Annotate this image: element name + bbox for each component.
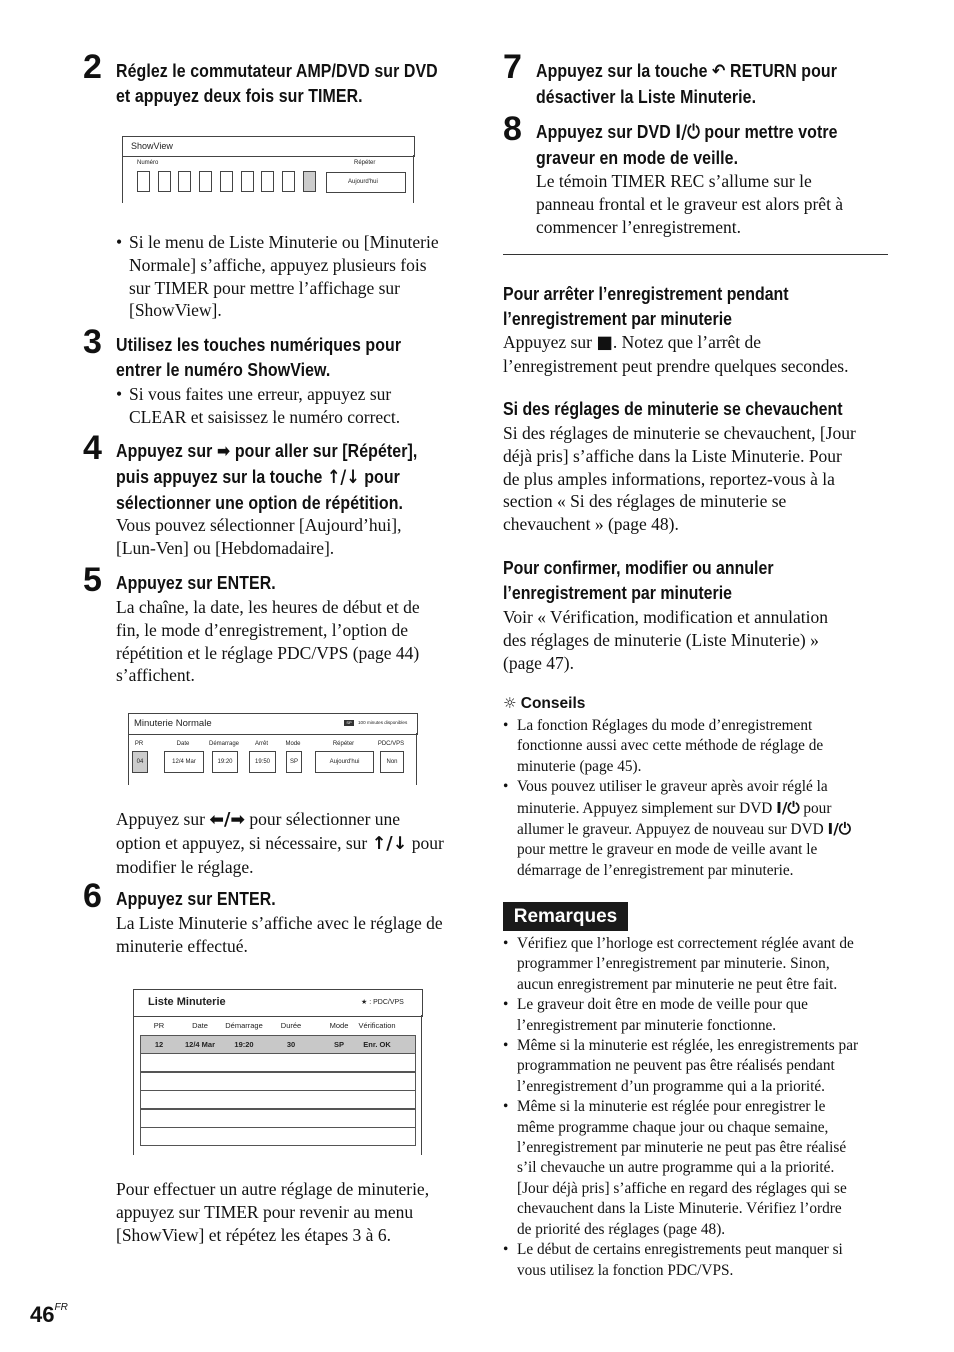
liste-header: Mode <box>329 1021 349 1030</box>
minuterie-header: PDC/VPS <box>377 741 405 747</box>
step5-heading: Appuyez sur ENTER. <box>116 572 276 593</box>
sec2-heading: Si des réglages de minuterie se chevauchent <box>503 398 843 419</box>
power-icon: I/⏻ <box>827 820 851 839</box>
step6-body: La Liste Minuterie s’affiche avec le réglage de minuterie effectué. <box>116 913 443 956</box>
liste-row-empty[interactable] <box>140 1127 416 1146</box>
digit-box[interactable] <box>261 171 274 192</box>
liste-row-empty[interactable] <box>140 1072 416 1091</box>
conseils-list <box>503 716 893 881</box>
minuterie-header: Mode <box>285 741 301 747</box>
step3-heading: Utilisez les touches numériques pour entrer le numéro ShowView. <box>116 334 402 380</box>
liste-cell: SP <box>333 1040 345 1049</box>
step8-body: Le témoin TIMER REC s’allume sur le panneau frontal et le graveur est alors prêt à commencer l’enregistrement. <box>536 171 844 237</box>
remarques-heading: Remarques <box>503 902 628 931</box>
liste-header: PR <box>153 1021 165 1030</box>
step-number-8: 8 <box>503 110 522 148</box>
conseil-item: • La fonction Réglages du mode d’enregistrement fonctionne aussi avec cette méthode de réglage de minuterie (page 45). <box>503 717 824 775</box>
conseil-item: • Vous pouvez utiliser le graveur après avoir réglé la minuterie. Appuyez simplement sur DVD I/⏻ pour allumer le graveur. Appuyez de nouveau sur DVD I/⏻ pour mettre le graveur en mode de veille avant le démarrage de l’enregistrement par minuterie. <box>503 778 851 879</box>
digit-box[interactable] <box>220 171 233 192</box>
step-number-2: 2 <box>83 48 102 86</box>
liste-row-empty[interactable] <box>140 1109 416 1128</box>
repeter-field[interactable] <box>326 172 406 193</box>
sec2-body: Si des réglages de minuterie se chevauchent, [Jour déjà pris] s’affiche dans la Liste Minuterie. Pour de plus amples informations, reportez-vous à la section « Si des réglages de minuterie se chevauchent » (page 48). <box>503 423 856 535</box>
lightbulb-icon: ☼ <box>503 694 517 712</box>
step2-heading-line1: Réglez le commutateur AMP/DVD sur DVD <box>116 60 438 81</box>
arrow-up-down-icon: ↑/↓ <box>326 467 360 488</box>
step4-body: Vous pouvez sélectionner [Aujourd’hui], [Lun-Ven] ou [Hebdomadaire]. <box>116 515 402 558</box>
step2-bullet-text: Si le menu de Liste Minuterie ou [Minuterie Normale] s’affiche, appuyez plusieurs fois sur TIMER pour mettre l’affichage sur [ShowView]. <box>129 232 439 321</box>
return-icon: ↶ <box>712 61 726 82</box>
minuterie-field[interactable]: 12/4 Mar <box>164 751 204 773</box>
liste-title: Liste Minuterie <box>148 996 226 1008</box>
liste-cell: 19:20 <box>234 1040 254 1049</box>
sec3-body: Voir « Vérification, modification et annulation des réglages de minuterie (Liste Minuterie) » (page 47). <box>503 607 828 673</box>
liste-cell: 12/4 Mar <box>184 1040 216 1049</box>
sec1-body: Appuyez sur ■. Notez que l’arrêt de l’enregistrement peut prendre quelques secondes. <box>503 332 849 376</box>
step-number-3: 3 <box>83 323 102 361</box>
step5-after-text: Appuyez sur ⬅/➡ pour sélectionner une option et appuyez, si nécessaire, sur ↑/↓ pour modifier le réglage. <box>116 809 444 877</box>
minuterie-field[interactable]: SP <box>286 751 302 773</box>
liste-cell: 12 <box>154 1040 164 1049</box>
stop-icon: ■ <box>596 333 613 353</box>
step-number-4: 4 <box>83 429 102 467</box>
sp-badge: SP <box>344 720 354 726</box>
minuterie-field[interactable]: Non <box>380 751 404 773</box>
step4-heading: Appuyez sur ➡ pour aller sur [Répéter], puis appuyez sur la touche ↑/↓ pour sélectionner une option de répétition. <box>116 440 418 513</box>
arrow-left-right-icon: ⬅/➡ <box>209 810 246 830</box>
liste-minuterie-screen <box>133 989 423 1155</box>
repeter-value: Aujourd'hui <box>348 179 378 185</box>
digit-box[interactable] <box>158 171 171 192</box>
power-icon: I/⏻ <box>675 122 700 143</box>
step2-heading <box>116 58 438 108</box>
liste-row-empty[interactable] <box>140 1090 416 1109</box>
final-body: Pour effectuer un autre réglage de minuterie, appuyez sur TIMER pour revenir au menu [ShowView] et répétez les étapes 3 à 6. <box>116 1179 430 1245</box>
step-number-6: 6 <box>83 877 102 915</box>
step8-heading: Appuyez sur DVD I/⏻ pour mettre votre graveur en mode de veille. <box>536 121 838 168</box>
liste-header: Démarrage <box>225 1021 263 1030</box>
remarques-list <box>503 934 893 1281</box>
remarque-item: • Vérifiez que l’horloge est correctement réglée avant de programmer l’enregistrement par minuterie. Sinon, aucun enregistrement par minuterie ne peut être fait. <box>503 935 854 993</box>
arrow-up-down-icon: ↑/↓ <box>371 833 408 854</box>
remarque-item: • Le début de certains enregistrements peut manquer si vous utilisez la fonction PDC/VPS. <box>503 1241 843 1279</box>
digit-box[interactable] <box>178 171 191 192</box>
remarque-item: • Le graveur doit être en mode de veille pour que l’enregistrement par minuterie fonctionne. <box>503 996 808 1034</box>
liste-header: Vérification <box>358 1021 396 1030</box>
digit-box[interactable] <box>199 171 212 192</box>
power-icon: I/⏻ <box>776 798 800 817</box>
liste-header: Durée <box>280 1021 302 1030</box>
showview-screen <box>122 136 414 203</box>
page-number: $46^{FR}$ <box>30 1302 68 1327</box>
minuterie-header: Démarrage <box>208 741 240 747</box>
numero-label: Numéro <box>137 160 159 166</box>
minuterie-normale-screen <box>128 713 418 785</box>
step6-heading: Appuyez sur ENTER. <box>116 888 276 909</box>
conseils-heading: ☼ Conseils <box>503 694 586 712</box>
minuterie-title: Minuterie Normale <box>134 718 212 729</box>
digit-box-selected[interactable] <box>303 171 316 192</box>
minuterie-field[interactable]: 19:20 <box>212 751 238 773</box>
step5-body: La chaîne, la date, les heures de début et de fin, le mode d’enregistrement, l’option de répétition et le réglage PDC/VPS (page 44) s’affichent. <box>116 597 420 686</box>
digit-box[interactable] <box>282 171 295 192</box>
digit-box[interactable] <box>137 171 150 192</box>
showview-title: ShowView <box>131 141 173 151</box>
sec1-heading: Pour arrêter l’enregistrement pendant l’enregistrement par minuterie <box>503 283 789 329</box>
sec3-heading: Pour confirmer, modifier ou annuler l’enregistrement par minuterie <box>503 557 774 603</box>
step-number-5: 5 <box>83 561 102 599</box>
divider <box>503 254 888 255</box>
minuterie-field[interactable]: 04 <box>132 751 148 773</box>
step3-bullet: • Si vous faites une erreur, appuyez sur CLEAR et saisissez le numéro correct. <box>116 384 401 427</box>
liste-cell: 30 <box>286 1040 296 1049</box>
pdc-vps-legend: ★ : PDC/VPS <box>361 999 404 1006</box>
liste-header: Date <box>192 1021 208 1030</box>
remarque-item: • Même si la minuterie est réglée pour enregistrer le même programme chaque jour ou chaque semaine, l’enregistrement par minuterie ne peut pas être réalisé s’il chevauche un autre programme qui a la priorité. [Jour déjà pris] s’affiche en regard des réglages qui se chevauchent dans la Liste Minuterie. Vérifiez l’ordre de priorité des réglages (page 48). <box>503 1098 847 1238</box>
repeter-label: Répéter <box>354 160 376 166</box>
remarque-item: • Même si la minuterie est réglée, les enregistrements par programmation ne peuvent pas être réalisés pendant l’enregistrement d’un programme qui a la priorité. <box>503 1037 859 1095</box>
minuterie-header: PR <box>134 741 144 747</box>
step2-heading-line2: et appuyez deux fois sur TIMER. <box>116 85 363 106</box>
arrow-right-icon: ➡ <box>216 441 231 462</box>
digit-box[interactable] <box>241 171 254 192</box>
minutes-available: 100 minutes disponibles <box>358 720 408 725</box>
step2-bullet: • Si le menu de Liste Minuterie ou [Minuterie Normale] s’affiche, appuyez plusieurs fois sur TIMER pour mettre l’affichage sur [ShowView]. <box>116 231 476 322</box>
liste-row-empty[interactable] <box>140 1053 416 1072</box>
minuterie-field[interactable]: 19:50 <box>249 751 276 773</box>
minuterie-header: Arrêt <box>254 741 269 747</box>
step-number-7: 7 <box>503 48 522 86</box>
liste-cell: Enr. OK <box>363 1040 391 1049</box>
minuterie-field[interactable]: Aujourd'hui <box>315 751 374 773</box>
step7-heading: Appuyez sur la touche ↶ RETURN pour désactiver la Liste Minuterie. <box>536 60 837 107</box>
minuterie-header: Répéter <box>332 741 355 747</box>
minuterie-header: Date <box>176 741 190 747</box>
